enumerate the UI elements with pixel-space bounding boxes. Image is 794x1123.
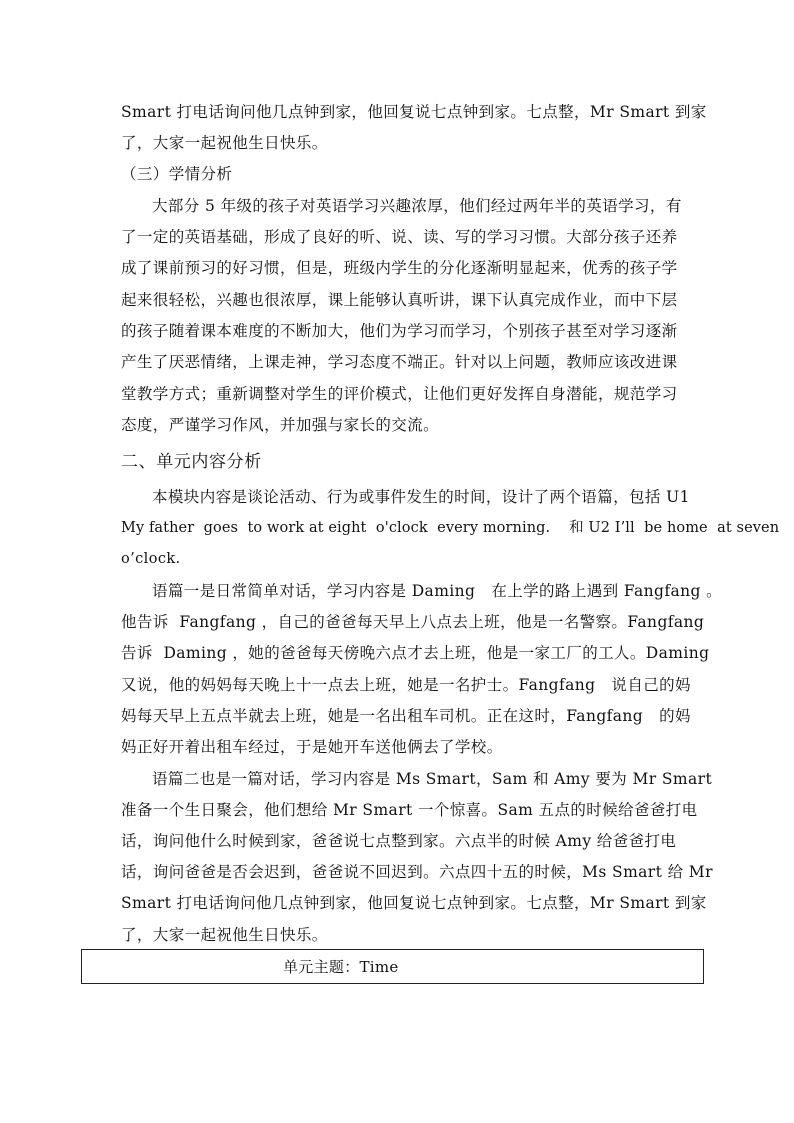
section-title: 二、单元内容分析 — [121, 452, 262, 472]
paragraph-line: 态度，严谨学习作风，并加强与家长的交流。 — [121, 416, 440, 434]
paragraph-line: 成了课前预习的好习惯，但是，班级内学生的分化逐渐明显起来，优秀的孩子学 — [121, 259, 678, 277]
paragraph-line: 又说，他的妈妈每天晚上十一点去上班，她是一名护士。Fangfang 说自己的妈 — [121, 676, 691, 694]
paragraph-line: 语篇二也是一篇对话，学习内容是 Ms Smart，Sam 和 Amy 要为 Mr Smart — [152, 770, 713, 788]
paragraph-line: 大部分 5 年级的孩子对英语学习兴趣浓厚，他们经过两年半的英语学习，有 — [152, 197, 682, 215]
paragraph-line: 告诉 Daming ，她的爸爸每天傍晚六点才去上班，他是一家工厂的工人。Daming — [121, 644, 710, 662]
paragraph-line: o’clock. — [121, 551, 181, 567]
paragraph-line: Smart 打电话询问他几点钟到家，他回复说七点钟到家。七点整，Mr Smart 到家 — [121, 894, 707, 912]
paragraph-line: 本模块内容是谈论活动、行为或事件发生的时间，设计了两个语篇，包括 U1 — [152, 488, 690, 506]
paragraph-line: 的孩子随着课本难度的不断加大，他们为学习而学习，个别孩子甚至对学习逐渐 — [121, 322, 678, 340]
paragraph-line: 话，询问他什么时候到家，爸爸说七点整到家。六点半的时候 Amy 给爸爸打电 — [121, 832, 677, 850]
paragraph-line: 话，询问爸爸是否会迟到，爸爸说不回迟到。六点四十五的时候，Ms Smart 给 Mr — [121, 863, 713, 881]
paragraph-line: 准备一个生日聚会，他们想给 Mr Smart 一个惊喜。Sam 五点的时候给爸爸打电 — [121, 801, 698, 819]
paragraph-line: 了，大家一起祝他生日快乐。 — [121, 134, 328, 152]
paragraph-line: 了一定的英语基础，形成了良好的听、说、读、写的学习习惯。大部分孩子还养 — [121, 228, 678, 246]
paragraph-line: My father goes to work at eight o'clock every morning. 和 U2 I’ll be home at seven — [121, 520, 780, 536]
paragraph-line: Smart 打电话询问他几点钟到家，他回复说七点钟到家。七点整，Mr Smart 到家 — [121, 103, 707, 121]
unit-theme-label: 单元主题：Time — [283, 958, 399, 976]
paragraph-line: 起来很轻松，兴趣也很浓厚，课上能够认真听讲，课下认真完成作业，而中下层 — [121, 291, 678, 309]
paragraph-line: 他告诉 Fangfang ，自己的爸爸每天早上八点去上班，他是一名警察。Fangfang — [121, 613, 705, 631]
paragraph-line: 语篇一是日常简单对话，学习内容是 Daming 在上学的路上遇到 Fangfang 。 — [152, 582, 723, 600]
paragraph-line: 了，大家一起祝他生日快乐。 — [121, 926, 328, 944]
paragraph-line: 妈正好开着出租车经过，于是她开车送他俩去了学校。 — [121, 738, 503, 756]
paragraph-line: 妈每天早上五点半就去上班，她是一名出租车司机。正在这时，Fangfang 的妈 — [121, 707, 691, 725]
paragraph-line: 堂教学方式；重新调整对学生的评价模式，让他们更好发挥自身潜能，规范学习 — [121, 385, 678, 403]
subsection-title: （三）学情分析 — [121, 165, 233, 183]
paragraph-line: 产生了厌恶情绪，上课走神，学习态度不端正。针对以上问题，教师应该改进课 — [121, 353, 678, 371]
unit-theme-table-cell — [81, 949, 704, 984]
